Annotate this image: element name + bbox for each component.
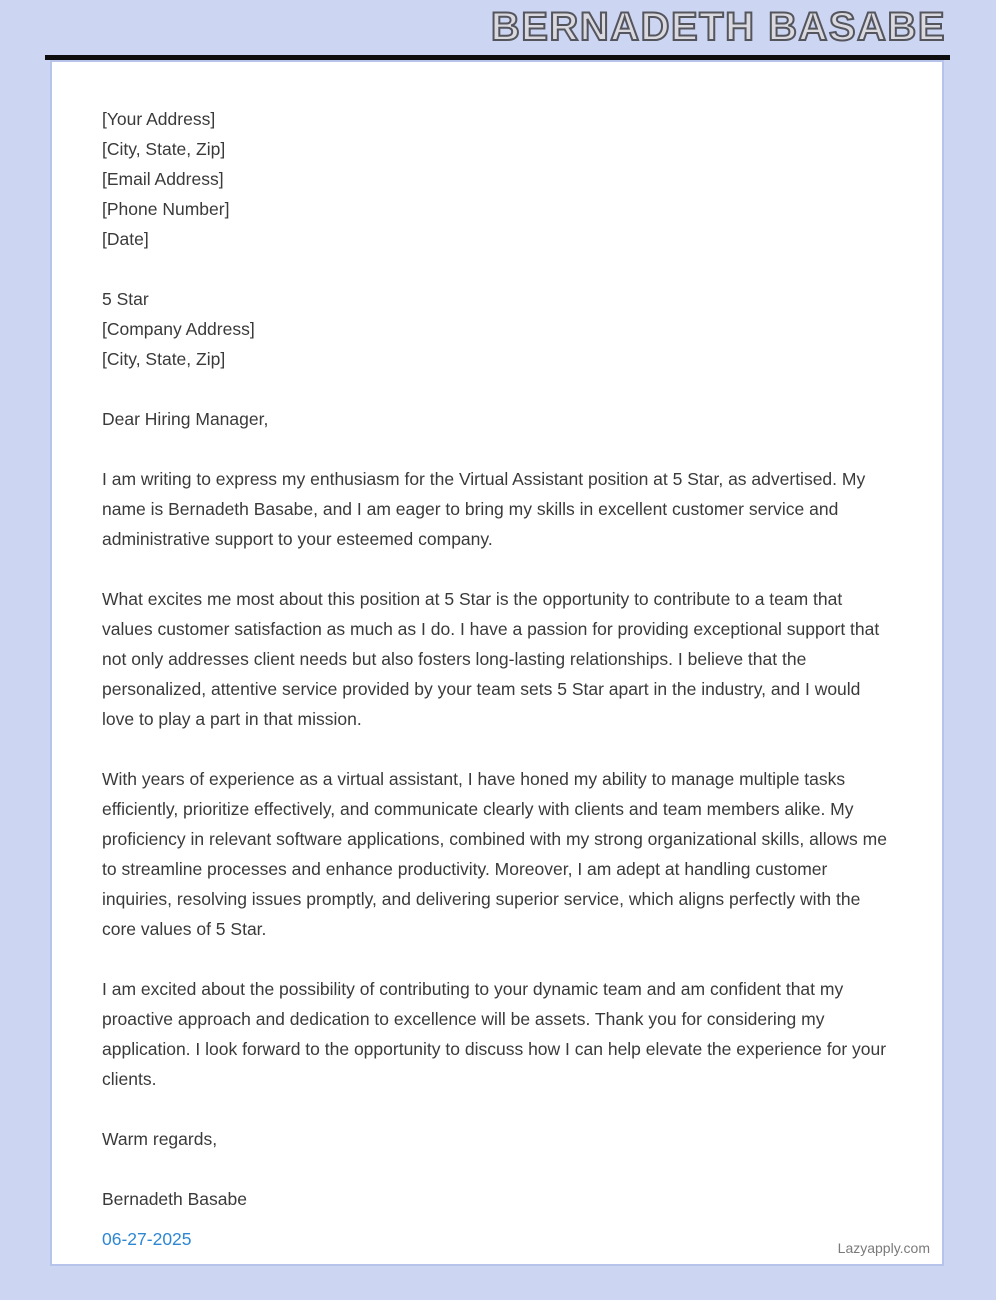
date-link[interactable]: 06-27-2025: [102, 1229, 192, 1249]
paragraph: I am writing to express my enthusiasm for the Virtual Assistant position at 5 Star, as advertised. My name is Bernadeth Basabe, and I am eager to bring my skills in excellent customer service and administrative support to your esteemed company.: [102, 469, 866, 549]
header-name: BERNADETH BASABE: [490, 5, 946, 49]
sender-line: [Email Address]: [102, 169, 224, 189]
sender-line: [Date]: [102, 229, 149, 249]
paragraph: With years of experience as a virtual assistant, I have honed my ability to manage multiple tasks efficiently, prioritize effectively, and communicate clearly with clients and team members alike. My proficiency in relevant software applications, combined with my strong organizational skills, allows me to streamline processes and enhance productivity. Moreover, I am adept at handling customer inquiries, resolving issues promptly, and delivering superior service, which aligns perfectly with the core values of 5 Star.: [102, 769, 887, 939]
sender-line: [City, State, Zip]: [102, 139, 226, 159]
sender-line: [Your Address]: [102, 109, 216, 129]
letter-header: [0, 0, 996, 55]
signature-name: Bernadeth Basabe: [102, 1189, 247, 1209]
closing: Warm regards,: [102, 1129, 218, 1149]
letter-page: [50, 60, 944, 1266]
recipient-address-block: [102, 284, 892, 374]
letter-body: [102, 104, 892, 1254]
brand-watermark: Lazyapply.com: [837, 1240, 930, 1256]
recipient-line: [City, State, Zip]: [102, 349, 226, 369]
salutation: Dear Hiring Manager,: [102, 409, 269, 429]
paragraph: What excites me most about this position at 5 Star is the opportunity to contribute to a team that values customer satisfaction as much as I do. I have a passion for providing exceptional support that not only addresses client needs but also fosters long-lasting relationships. I believe that the personalized, attentive service provided by your team sets 5 Star apart in the industry, and I would love to play a part in that mission.: [102, 589, 880, 729]
sender-line: [Phone Number]: [102, 199, 230, 219]
paragraph: I am excited about the possibility of contributing to your dynamic team and am confident that my proactive approach and dedication to excellence will be assets. Thank you for considering my application. I look forward to the opportunity to discuss how I can help elevate the experience for your clients.: [102, 979, 887, 1089]
sender-address-block: [102, 104, 892, 254]
recipient-line: 5 Star: [102, 289, 149, 309]
recipient-line: [Company Address]: [102, 319, 255, 339]
